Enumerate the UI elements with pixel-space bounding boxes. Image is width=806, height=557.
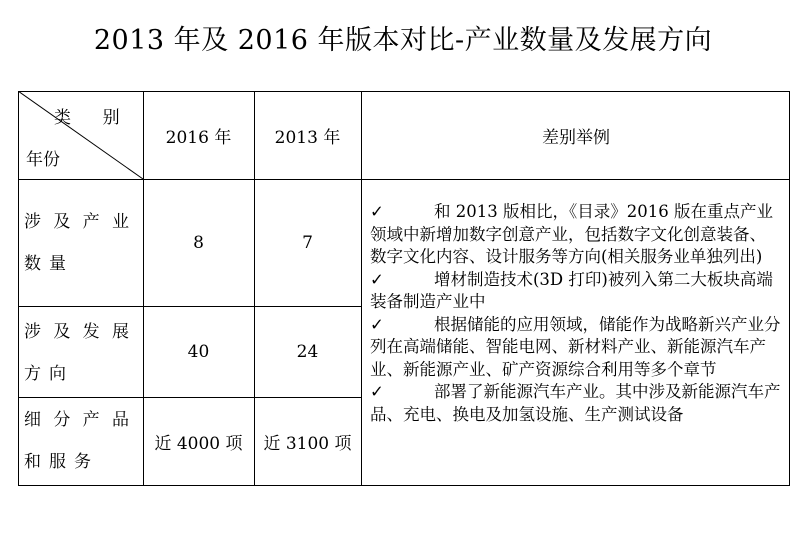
check-icon: ✓ <box>370 269 384 289</box>
check-icon: ✓ <box>370 202 384 221</box>
column-header-differences: 差别举例 <box>542 127 610 148</box>
comparison-table <box>18 91 790 486</box>
corner-header-year: 年份 <box>26 150 60 170</box>
corner-header-category: 类 别 <box>54 108 122 128</box>
difference-item: ✓ 根据储能的应用领域，储能作为战略新兴产业分列在高端储能、智能电网、新材料产业、新能源汽车产业、新能源产业、矿产资源综合利用等多个章节 <box>370 314 781 379</box>
difference-item: ✓ 和 2013 版相比，《目录》2016 版在重点产业领域中新增加数字创意产业，包括数字文化创意装备、数字文化内容、设计服务等方向(相关服务业单独列出) <box>370 202 773 266</box>
table-border-bottom <box>18 485 790 486</box>
page-title: 2013 年及 2016 年版本对比-产业数量及发展方向 <box>93 25 713 56</box>
row-label-direction-count: 涉及发展方向 <box>24 322 137 384</box>
value-2016-direction-count: 40 <box>187 342 210 362</box>
check-icon: ✓ <box>370 382 384 401</box>
row-label-industry-count: 涉及产业数量 <box>24 212 137 274</box>
column-header-2013: 2013 年 <box>274 127 341 148</box>
differences-list <box>362 201 790 426</box>
value-2016-products-services: 近 4000 项 <box>154 434 243 454</box>
check-icon: ✓ <box>370 314 384 334</box>
value-2013-industry-count: 7 <box>302 233 313 253</box>
value-2013-direction-count: 24 <box>296 342 319 362</box>
row-label-products-services: 细分产品和服务 <box>24 410 137 472</box>
difference-item: ✓ 增材制造技术(3D 打印)被列入第二大板块高端装备制造产业中 <box>370 269 773 311</box>
difference-item: ✓ 部署了新能源汽车产业。其中涉及新能源汽车产品、充电、换电及加氢设施、生产测试设备 <box>370 382 781 424</box>
value-2013-products-services: 近 3100 项 <box>263 434 352 454</box>
column-header-2016: 2016 年 <box>165 127 232 148</box>
value-2016-industry-count: 8 <box>193 233 204 253</box>
